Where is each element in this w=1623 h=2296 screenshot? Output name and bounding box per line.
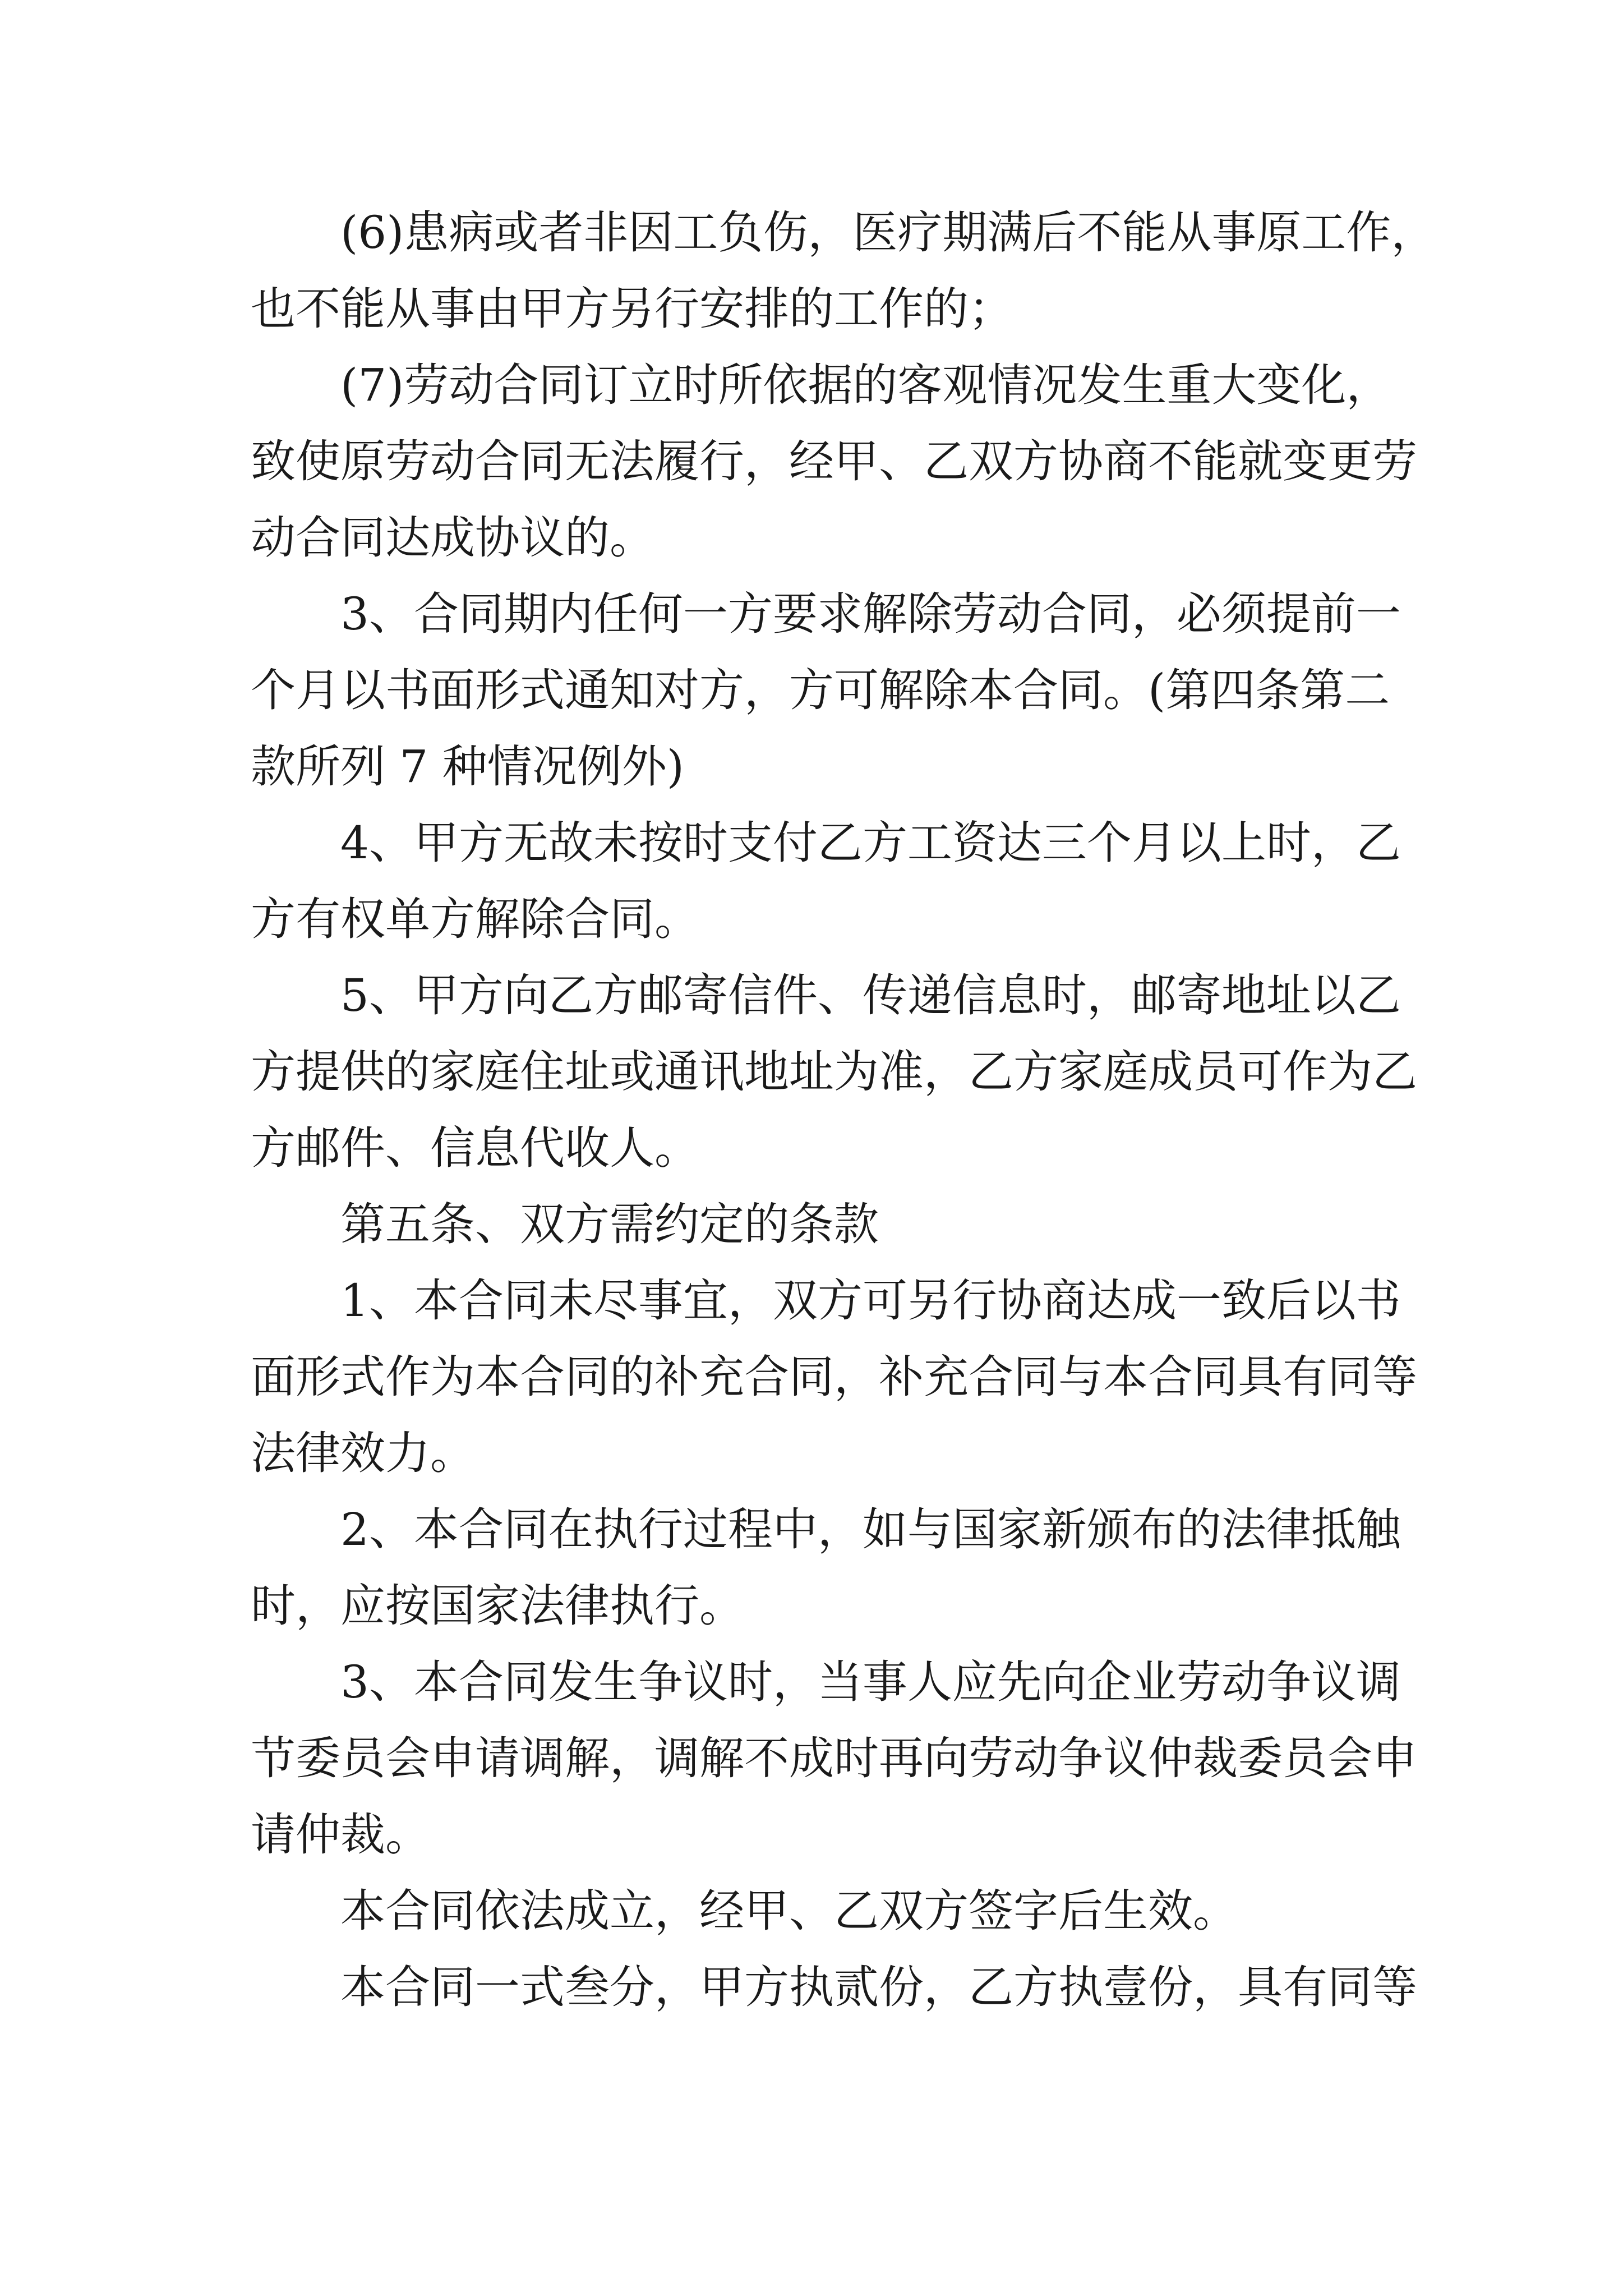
section-heading: 第五条、双方需约定的条款 — [340, 1198, 879, 1250]
text-line: 法律效力。 — [251, 1427, 475, 1479]
text-line: 请仲裁。 — [251, 1809, 430, 1861]
text-line: 时，应按国家法律执行。 — [251, 1580, 744, 1632]
text-line: 4、甲方无故未按时支付乙方工资达三个月以上时，乙 — [340, 817, 1401, 869]
text-line: 动合同达成协议的。 — [251, 512, 654, 564]
text-line: (7)劳动合同订立时所依据的客观情况发生重大变化， — [340, 359, 1391, 411]
text-line: 5、甲方向乙方邮寄信件、传递信息时，邮寄地址以乙 — [340, 969, 1401, 1022]
text-line: 方提供的家庭住址或通讯地址为准，乙方家庭成员可作为乙 — [251, 1046, 1417, 1098]
text-line: 面形式作为本合同的补充合同，补充合同与本合同具有同等 — [251, 1351, 1417, 1403]
text-line: 款所列 7 种情况例外) — [251, 740, 684, 793]
text-line: 3、合同期内任何一方要求解除劳动合同，必须提前一 — [340, 588, 1401, 640]
text-line: 节委员会申请调解，调解不成时再向劳动争议仲裁委员会申 — [251, 1732, 1417, 1784]
text-line: 本合同一式叁分，甲方执贰份，乙方执壹份，具有同等 — [340, 1961, 1417, 2013]
text-line: 致使原劳动合同无法履行，经甲、乙双方协商不能就变更劳 — [251, 435, 1417, 487]
text-line: 个月以书面形式通知对方，方可解除本合同。(第四条第二 — [251, 664, 1390, 716]
text-line: 2、本合同在执行过程中，如与国家新颁布的法律抵触 — [340, 1503, 1401, 1556]
text-line: 也不能从事由甲方另行安排的工作的； — [251, 283, 1013, 335]
text-line: 方有权单方解除合同。 — [251, 893, 699, 945]
text-line: (6)患病或者非因工负伤，医疗期满后不能从事原工作， — [340, 206, 1436, 259]
text-line: 3、本合同发生争议时，当事人应先向企业劳动争议调 — [340, 1656, 1401, 1708]
text-line: 1、本合同未尽事宜，双方可另行协商达成一致后以书 — [340, 1274, 1401, 1327]
text-line: 本合同依法成立，经甲、乙双方签字后生效。 — [340, 1885, 1238, 1937]
text-line: 方邮件、信息代收人。 — [251, 1122, 699, 1174]
